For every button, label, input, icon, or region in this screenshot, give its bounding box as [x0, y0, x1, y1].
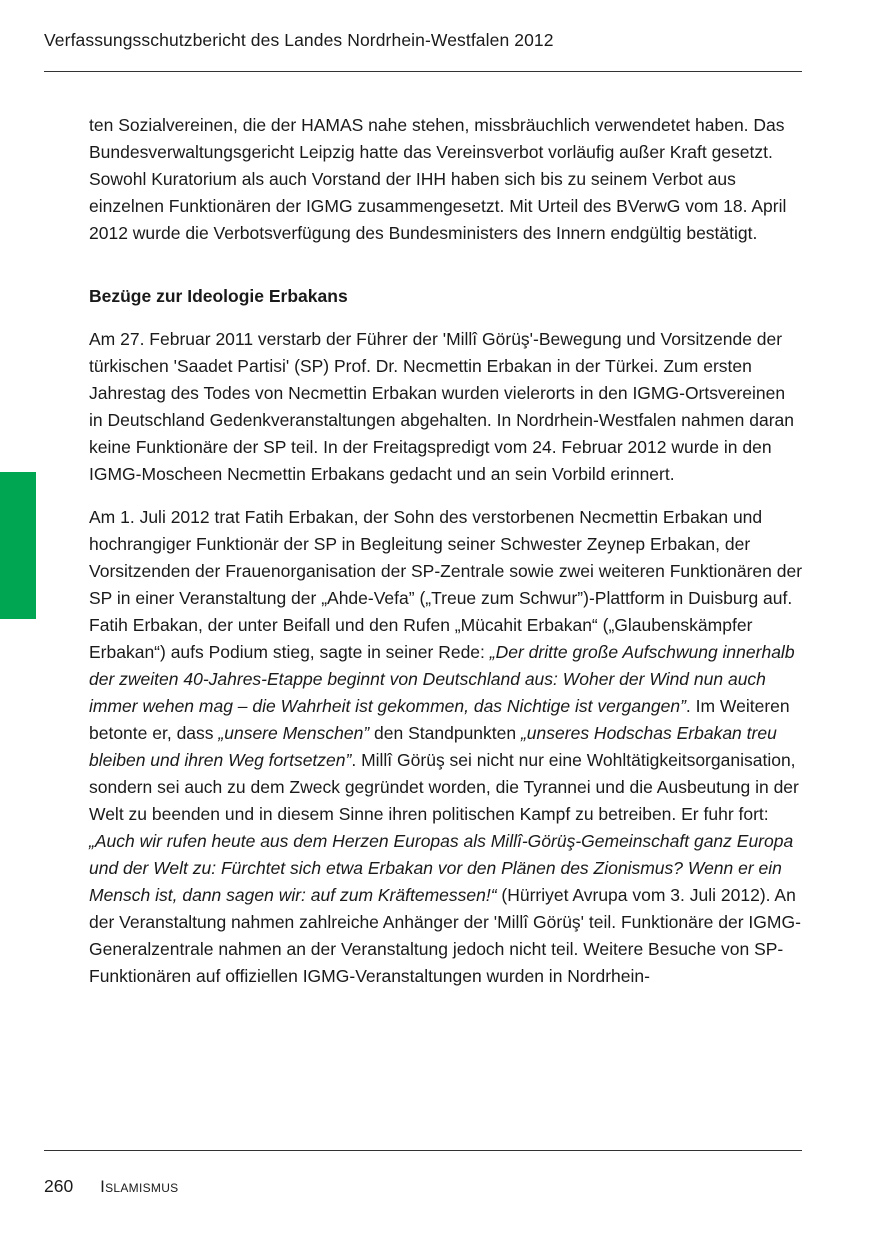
text-run: den Standpunkten [369, 723, 521, 743]
quote: „Der dritte große Aufschwung innerhalb der zweiten 40-Jahres-Etappe beginnt von Deutschland aus: Woher der Wind nun auch immer wehen mag – die Wahrheit ist gekommen, das Nichtige ist vergangen” [89, 642, 795, 716]
text-run: . Millî Görüş sei nicht nur eine Wohltätigkeitsorganisation, sondern sei auch zu dem Zweck gegründet worden, die Tyrannei und die Ausbeutung in der Welt zu beenden und in diesem Sinne ihren politischen Kampf zu betreiben. Er fuhr fort: [89, 750, 799, 824]
paragraph-erbakan-death: Am 27. Februar 2011 verstarb der Führer der 'Millî Görüş'-Bewegung und Vorsitzende der türkischen 'Saadet Partisi' (SP) Prof. Dr. Necmettin Erbakan in der Türkei. Zum ersten Jahrestag des Todes von Necmettin Erbakan wurden vielerorts in den IGMG-Ortsvereinen in Deutschland Gedenkveranstaltungen abgehalten. In Nordrhein-Westfalen nahmen daran keine Funktionäre der SP teil. In der Freitagspredigt vom 24. Februar 2012 wurde in den IGMG-Moscheen Necmettin Erbakans gedacht und an sein Vorbild erinnert. [89, 329, 794, 484]
page-footer [44, 1176, 178, 1197]
quote: „unsere Menschen” [218, 723, 370, 743]
page-body [89, 112, 803, 990]
page-number: 260 [44, 1176, 74, 1196]
running-header: Verfassungsschutzbericht des Landes Nordrhein-Westfalen 2012 [44, 30, 554, 50]
paragraph-fatih-erbakan [89, 504, 803, 990]
text-run: (Hürriyet Avrupa vom 3. Juli 2012). An der Veranstaltung nahmen zahlreiche Anhänger der 'Millî Görüş' teil. Funktionäre der IGMG-Generalzentrale nahmen an der Veranstaltung jedoch nicht teil. Weitere Besuche von SP-Funktionären auf offiziellen IGMG-Veranstaltungen wurden in Nordrhein- [89, 885, 801, 986]
footer-rule [44, 1150, 802, 1151]
quote: „unseres Hodschas Erbakan treu bleiben und ihren Weg fortsetzen” [89, 723, 777, 770]
header-rule [44, 71, 802, 72]
quote: „Auch wir rufen heute aus dem Herzen Europas als Millî-Görüş-Gemeinschaft ganz Europa und der Welt zu: Fürchtet sich etwa Erbakan vor den Plänen des Zionismus? Wenn er ein Mensch ist, dann sagen wir: auf zum Kräftemessen!“ [89, 831, 794, 905]
chapter-side-tab [0, 472, 36, 619]
text-run: . Im Weiteren betonte er, dass [89, 696, 790, 743]
section-name: Islamismus [100, 1177, 179, 1196]
paragraph-continuation: ten Sozialvereinen, die der HAMAS nahe stehen, missbräuchlich verwendetet haben. Das Bundesverwaltungsgericht Leipzig hatte das Vereinsverbot vorläufig außer Kraft gesetzt. Sowohl Kuratorium als auch Vorstand der IHH haben sich bis zu seinem Verbot aus einzelnen Funktionären der IGMG zusammengesetzt. Mit Urteil des BVerwG vom 18. April 2012 wurde die Verbotsverfügung des Bundesministers des Innern endgültig bestätigt. [89, 115, 787, 243]
section-heading: Bezüge zur Ideologie Erbakans [89, 286, 348, 306]
text-run: Am 1. Juli 2012 trat Fatih Erbakan, der Sohn des verstorbenen Necmettin Erbakan und hochrangiger Funktionär der SP in Begleitung seiner Schwester Zeynep Erbakan, der Vorsitzenden der Frauenorganisation der SP-Zentrale sowie zwei weiteren Funktionären der SP in einer Veranstaltung der „Ahde-Vefa” („Treue zum Schwur”)-Plattform in Duisburg auf. Fatih Erbakan, der unter Beifall und den Rufen „Mücahit Erbakan“ („Glaubenskämpfer Erbakan“) aufs Podium stieg, sagte in seiner Rede: [89, 507, 803, 662]
